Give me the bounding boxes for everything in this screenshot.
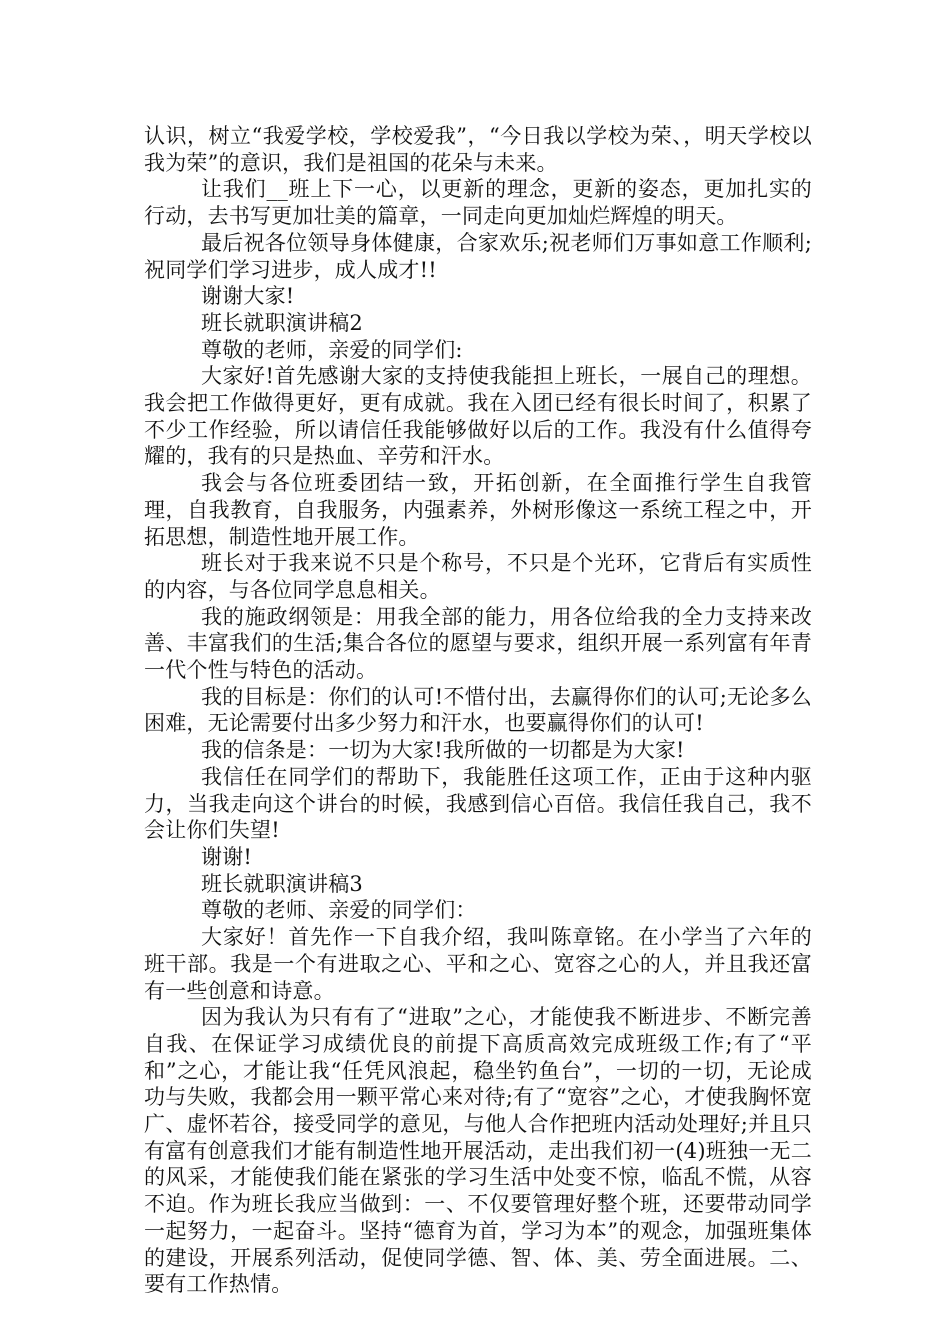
paragraph: 我的目标是：你们的认可!不惜付出，去赢得你们的认可;无论多么困难，无论需要付出多少努力和汗水，也要赢得你们的认可! [144, 684, 812, 736]
paragraph: 认识，树立“我爱学校，学校爱我”，“今日我以学校为荣、，明天学校以我为荣”的意识，我们是祖国的花朵与未来。 [144, 124, 812, 175]
paragraph: 我信任在同学们的帮助下，我能胜任这项工作，正由于这种内驱力，当我走向这个讲台的时候，我感到信心百倍。我信任我自己，我不会让你们失望! [144, 764, 812, 843]
section-heading: 班长就职演讲稿3 [201, 871, 363, 896]
paragraph: 我会与各位班委团结一致，开拓创新，在全面推行学生自我管理，自我教育，自我服务，内强素养，外树形像这一系统工程之中，开拓思想，制造性地开展工作。 [144, 471, 812, 549]
paragraph: 我的施政纲领是：用我全部的能力，用各位给我的全力支持来改善、丰富我们的生活;集合各位的愿望与要求，组织开展一系列富有年青一代个性与特色的活动。 [144, 604, 812, 683]
section-heading: 班长就职演讲稿2 [201, 310, 363, 335]
paragraph: 因为我认为只有有了“进取”之心，才能使我不断进步、不断完善自我、在保证学习成绩优良的前提下高质高效完成班级工作;有了“平和”之心，才能让我“任凭风浪起，稳坐钓鱼台”，一切的一切，无论成功与失败，我都会用一颗平常心来对待;有了“宽容”之心，才使我胸怀宽广、虚怀若谷，接受同学的意见，与他人合作把班内活动处理好;并且只有富有创意我们才能有制造性地开展活动，走出我们初一(4)班独一无二的风采，才能使我们能在紧张的学习生活中处变不惊，临乱不慌，从容不迫。作为班长我应当做到：一、不仅要管理好整个班，还要带动同学一起努力，一起奋斗。坚持“德育为首，学习为本”的观念，加强班集体的建设，开展系列活动，促使同学德、智、体、美、劳全面进展。二、要有工作热情。 [144, 1005, 812, 1297]
salutation: 尊敬的老师、亲爱的同学们： [201, 898, 477, 923]
paragraph: 班长对于我来说不只是个称号，不只是个光环，它背后有实质性的内容，与各位同学息息相关。 [144, 551, 812, 602]
closing-thanks: 谢谢! [201, 844, 253, 869]
paragraph: 大家好！首先作一下自我介绍，我叫陈章铭。在小学当了六年的班干部。我是一个有进取之心、平和之心、宽容之心的人，并且我还富有一些创意和诗意。 [144, 925, 812, 1003]
paragraph: 大家好!首先感谢大家的支持使我能担上班长，一展自己的理想。我会把工作做得更好，更有成就。我在入团已经有很长时间了，积累了不少工作经验，所以请信任我能够做好以后的工作。我没有什么值得夸耀的，我有的只是热血、辛劳和汗水。 [144, 364, 812, 469]
closing-thanks: 谢谢大家! [201, 284, 295, 309]
salutation: 尊敬的老师，亲爱的同学们: [201, 337, 463, 362]
paragraph: 我的信条是：一切为大家!我所做的一切都是为大家! [201, 738, 685, 763]
document-body [144, 123, 812, 1298]
paragraph: 让我们__班上下一心，以更新的理念，更新的姿态，更加扎实的行动，去书写更加壮美的篇章，一同走向更加灿烂辉煌的明天。 [144, 177, 812, 229]
paragraph: 最后祝各位领导身体健康，合家欢乐;祝老师们万事如意工作顺利;祝同学们学习进步，成人成才!! [144, 230, 812, 282]
